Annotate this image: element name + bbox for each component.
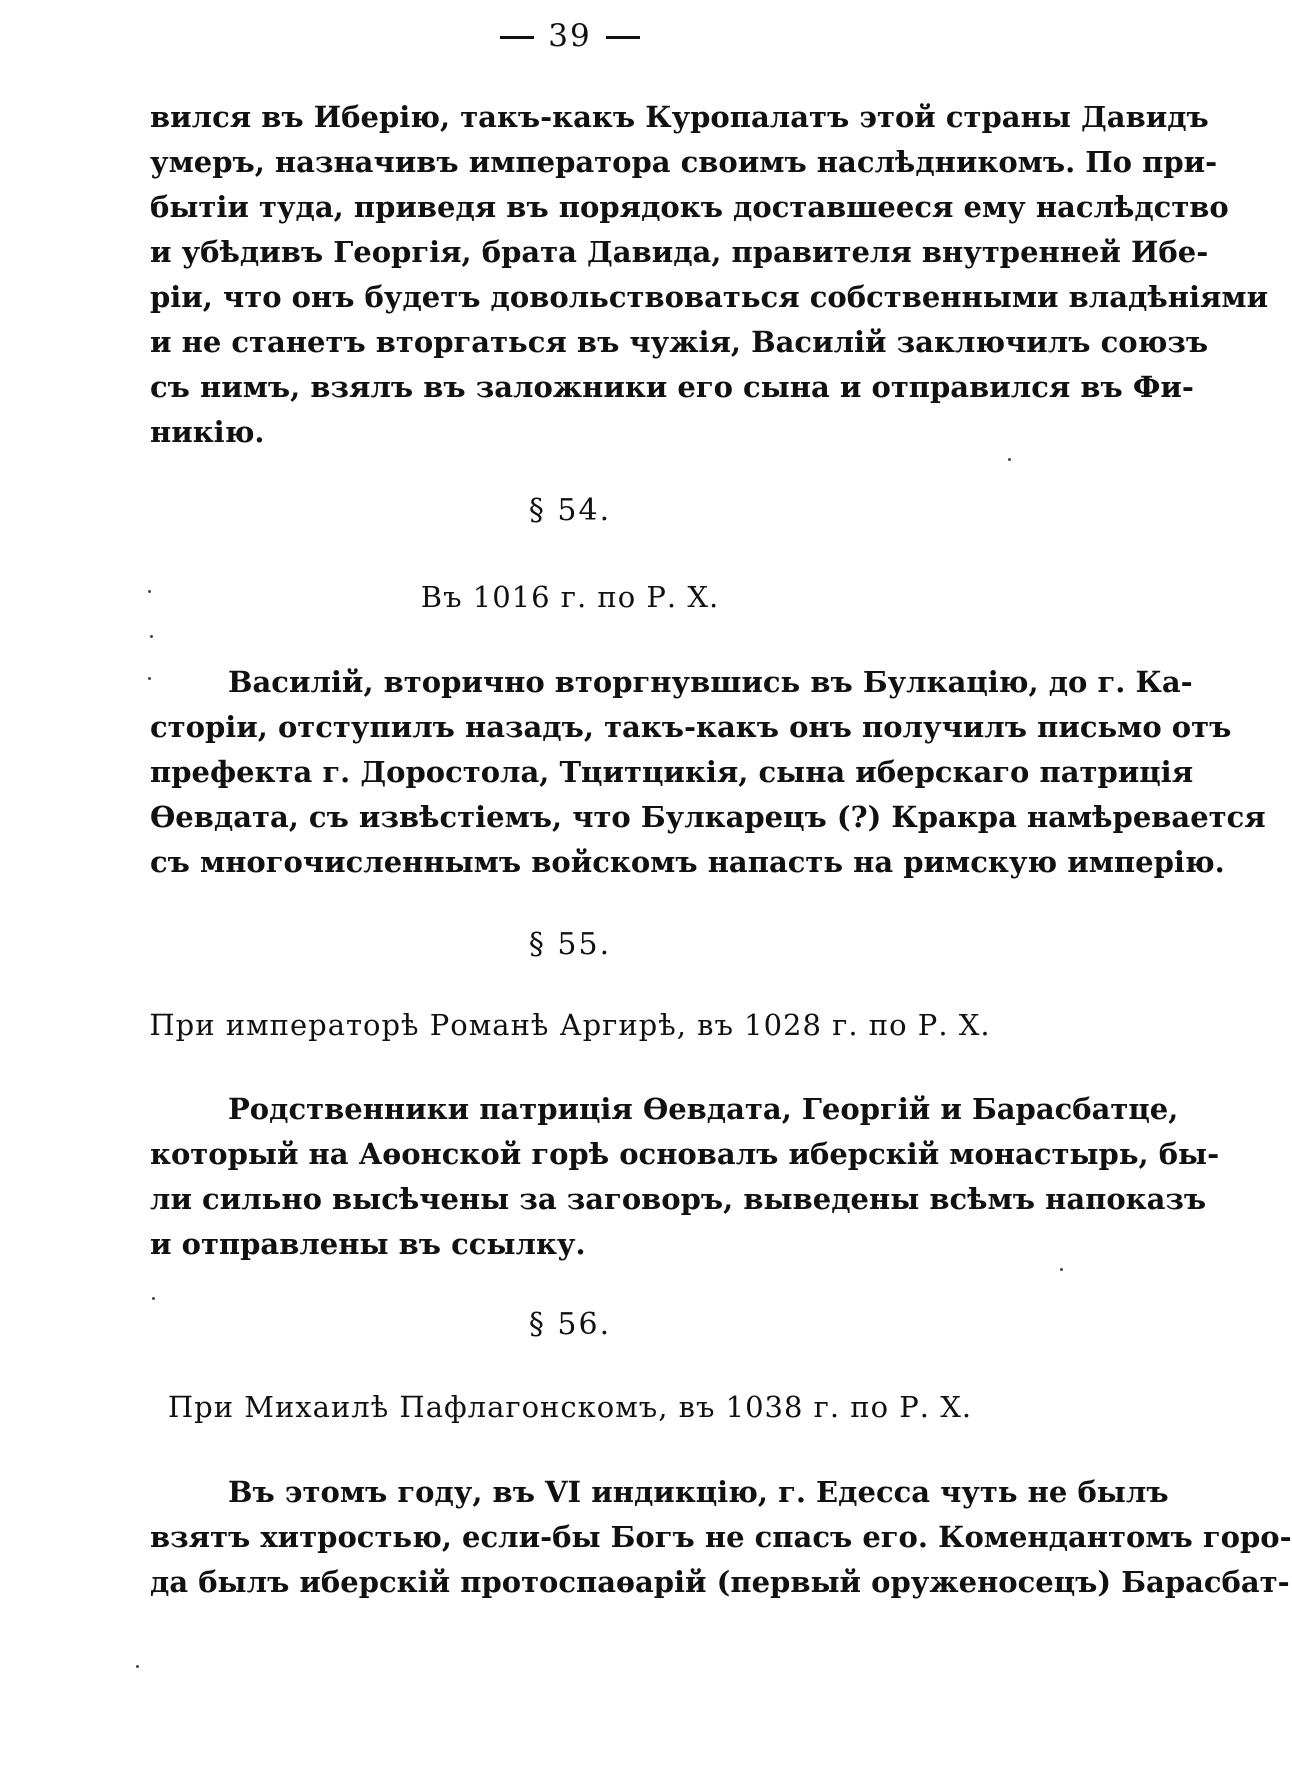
paragraph-55: [150, 1087, 1220, 1267]
print-speck: [152, 1297, 155, 1300]
print-speck: [1008, 458, 1011, 461]
section-mark-55: § 55.: [528, 927, 612, 962]
page-number-header: [0, 18, 1140, 54]
text-line: бытіи туда, приведя въ порядокъ доставшееся ему наслѣдство: [150, 190, 1229, 224]
text-line: Ѳевдата, съ извѣстіемъ, что Булкарецъ (?) Кракра намѣревается: [150, 800, 1266, 834]
paragraph-56: [150, 1470, 1292, 1605]
text-line: Родственники патриція Ѳевдата, Георгій и Барасбатце,: [228, 1092, 1179, 1126]
text-line: сторіи, отступилъ назадъ, такъ-какъ онъ получилъ письмо отъ: [150, 710, 1232, 744]
print-speck: [1060, 1268, 1063, 1271]
text-line: Въ этомъ году, въ VI индикцію, г. Едесса чуть не былъ: [228, 1475, 1169, 1509]
section-mark-56: § 56.: [528, 1307, 612, 1342]
text-line: ли сильно высѣчены за заговоръ, выведены всѣмъ напоказъ: [150, 1182, 1207, 1216]
right-dash: [606, 36, 640, 39]
print-speck: [148, 590, 151, 593]
print-speck: [150, 635, 153, 638]
text-line: умеръ, назначивъ императора своимъ наслѣдникомъ. По при-: [150, 145, 1218, 179]
text-line: взятъ хитростью, если-бы Богъ не спасъ его. Комендантомъ горо-: [150, 1520, 1292, 1554]
section-heading-56: При Михаилѣ Пафлагонскомъ, въ 1038 г. по Р. Х.: [167, 1390, 973, 1424]
paragraph-continuation: [150, 95, 1269, 455]
text-line: и отправлены въ ссылку.: [150, 1227, 586, 1261]
page-number: 39: [548, 18, 592, 54]
text-line: да былъ иберскій протоспаѳарій (первый оруженосецъ) Барасбат-: [150, 1565, 1290, 1599]
text-line: Василій, вторично вторгнувшись въ Булкацію, до г. Ка-: [228, 665, 1193, 699]
section-mark-54: § 54.: [528, 493, 612, 528]
section-heading-55: При императорѣ Романѣ Аргирѣ, въ 1028 г. по Р. Х.: [149, 1008, 991, 1042]
text-line: съ нимъ, взялъ въ заложники его сына и отправился въ Фи-: [150, 370, 1194, 404]
text-line: съ многочисленнымъ войскомъ напасть на римскую имперію.: [150, 845, 1225, 879]
text-line: который на Аѳонской горѣ основалъ иберскій монастырь, бы-: [150, 1137, 1220, 1171]
text-line: и не станетъ вторгаться въ чужія, Василій заключилъ союзъ: [150, 325, 1209, 359]
text-line: никію.: [150, 415, 265, 449]
text-line: и убѣдивъ Георгія, брата Давида, правителя внутренней Ибе-: [150, 235, 1209, 269]
paragraph-54: [150, 660, 1266, 885]
print-speck: [148, 677, 151, 680]
text-line: ріи, что онъ будетъ довольствоваться собственными владѣніями: [150, 280, 1269, 314]
print-speck: [136, 1665, 139, 1668]
text-line: префекта г. Доростола, Тцитцикія, сына иберскаго патриція: [150, 755, 1194, 789]
section-heading-54: Въ 1016 г. по Р. Х.: [420, 580, 720, 614]
left-dash: [500, 36, 534, 39]
text-line: вился въ Иберію, такъ-какъ Куропалатъ этой страны Давидъ: [150, 100, 1209, 134]
